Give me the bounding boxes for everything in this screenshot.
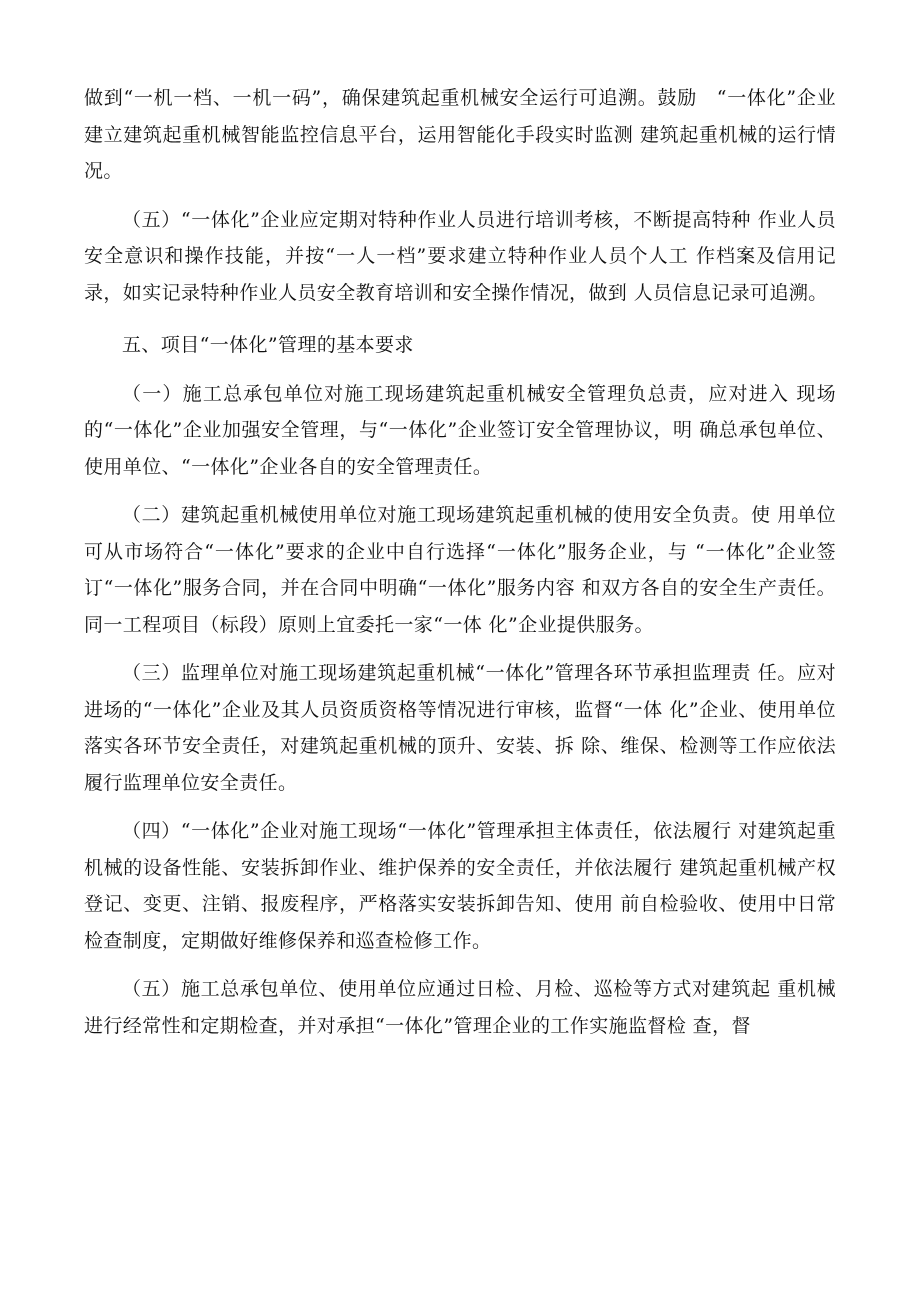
paragraph-item-2-user-unit: （二）建筑起重机械使用单位对施工现场建筑起重机械的使用安全负责。使 用单位可从市场符合“一体化”要求的企业中自行选择“一体化”服务企业，与 “一体化”企业签订“一体化”服务合同，并在合同中明确“一体化”服务内容 和双方各自的安全生产责任。同一工程项目（标段）原则上宜委托一家“一体 化”企业提供服务。 — [84, 504, 836, 636]
section-heading-project-requirements: 五、项目“一体化”管理的基本要求 — [122, 334, 414, 356]
paragraph-item-1-general-contractor: （一）施工总承包单位对施工现场建筑起重机械安全管理负总责，应对进入 现场的“一体化”企业加强安全管理，与“一体化”企业签订安全管理协议，明 确总承包单位、使用单位、“一体化”企业各自的安全管理责任。 — [84, 382, 836, 478]
paragraph-item-5-personnel-training: （五）“一体化”企业应定期对特种作业人员进行培训考核，不断提高特种 作业人员安全意识和操作技能，并按“一人一档”要求建立特种作业人员个人工 作档案及信用记录，如实记录特种作业人员安全教育培训和安全操作情况，做到 人员信息记录可追溯。 — [84, 208, 836, 304]
paragraph-continuation: 做到“一机一档、一机一码”，确保建筑起重机械安全运行可追溯。鼓励 “一体化”企业建立建筑起重机械智能监控信息平台，运用智能化手段实时监测 建筑起重机械的运行情况。 — [84, 87, 836, 182]
paragraph-item-3-supervision-unit: （三）监理单位对施工现场建筑起重机械“一体化”管理各环节承担监理责 任。应对进场的“一体化”企业及其人员资质资格等情况进行审核，监督“一体 化”企业、使用单位落实各环节安全责任，对建筑起重机械的顶升、安装、拆 除、维保、检测等工作应依法履行监理单位安全责任。 — [84, 662, 836, 794]
paragraph-item-5-inspection: （五）施工总承包单位、使用单位应通过日检、月检、巡检等方式对建筑起 重机械进行经常性和定期检查，并对承担“一体化”管理企业的工作实施监督检 查，督 — [84, 978, 836, 1037]
paragraph-item-4-integrated-enterprise: （四）“一体化”企业对施工现场“一体化”管理承担主体责任，依法履行 对建筑起重机械的设备性能、安装拆卸作业、维护保养的安全责任，并依法履行 建筑起重机械产权登记、变更、注销、报废程序，严格落实安装拆卸告知、使用 前自检验收、使用中日常检查制度，定期做好维修保养和巡查检修工作。 — [84, 820, 836, 952]
